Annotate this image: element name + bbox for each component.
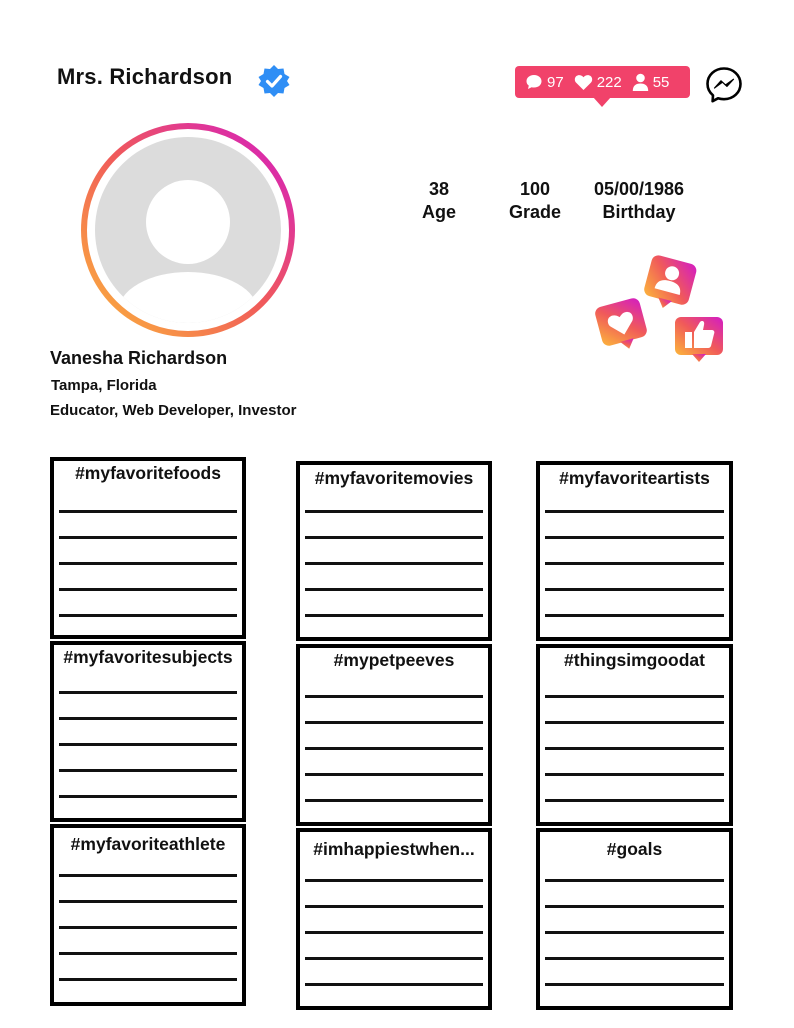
hashtag-box-favorite-subjects[interactable] bbox=[50, 641, 246, 822]
box-title: #goals bbox=[606, 839, 663, 859]
messenger-icon[interactable] bbox=[705, 66, 743, 104]
comment-icon bbox=[525, 73, 543, 91]
hashtag-box-favorite-athlete[interactable] bbox=[50, 824, 246, 1006]
thumbs-up-bubble-icon bbox=[675, 317, 723, 362]
profile-full-name: Vanesha Richardson bbox=[50, 348, 228, 368]
profile-username: Mrs. Richardson bbox=[57, 64, 233, 89]
box-title: #imhappiestwhen... bbox=[313, 839, 475, 859]
stat-grade-value: 100 bbox=[519, 179, 551, 199]
hashtag-box-things-im-good-at[interactable] bbox=[536, 644, 733, 826]
profile-bio: Educator, Web Developer, Investor bbox=[50, 402, 297, 419]
reaction-bubbles-icon bbox=[593, 254, 728, 364]
stat-grade-label: Grade bbox=[508, 202, 562, 222]
box-title: #myfavoriteartists bbox=[559, 468, 710, 488]
hashtag-box-pet-peeves[interactable] bbox=[296, 644, 492, 826]
follower-bubble-icon bbox=[641, 254, 698, 314]
stat-birthday-label: Birthday bbox=[602, 202, 676, 222]
box-title: #myfavoritemovies bbox=[314, 468, 474, 488]
verified-badge-icon bbox=[257, 64, 291, 98]
likes-count bbox=[574, 74, 622, 91]
stat-age-value: 38 bbox=[428, 179, 450, 199]
box-title: #myfavoritesubjects bbox=[63, 647, 233, 667]
hashtag-box-goals[interactable] bbox=[536, 828, 733, 1010]
hashtag-box-favorite-movies[interactable] bbox=[296, 461, 492, 641]
box-title: #myfavoriteathlete bbox=[70, 834, 226, 854]
likes-value: 222 bbox=[596, 73, 622, 91]
heart-bubble-icon bbox=[594, 297, 651, 355]
hashtag-box-happiest-when[interactable] bbox=[296, 828, 492, 1010]
stat-birthday bbox=[579, 178, 699, 224]
profile-avatar[interactable] bbox=[80, 122, 296, 338]
box-title: #myfavoritefoods bbox=[75, 463, 221, 483]
stat-birthday-value: 05/00/1986 bbox=[593, 179, 685, 199]
stat-grade bbox=[500, 178, 570, 224]
profile-location: Tampa, Florida bbox=[51, 377, 157, 394]
comments-count bbox=[525, 73, 564, 91]
hashtag-box-favorite-foods[interactable] bbox=[50, 457, 246, 639]
notification-bubble[interactable] bbox=[515, 66, 690, 100]
stat-age-label: Age bbox=[421, 202, 456, 222]
box-title: #thingsimgoodat bbox=[564, 650, 705, 670]
heart-icon bbox=[574, 74, 593, 91]
stat-age bbox=[409, 178, 469, 224]
user-icon bbox=[632, 73, 649, 91]
hashtag-box-favorite-artists[interactable] bbox=[536, 461, 733, 641]
followers-count bbox=[632, 73, 670, 91]
comments-value: 97 bbox=[547, 73, 564, 91]
followers-value: 55 bbox=[652, 73, 670, 91]
box-title: #mypetpeeves bbox=[333, 650, 455, 670]
